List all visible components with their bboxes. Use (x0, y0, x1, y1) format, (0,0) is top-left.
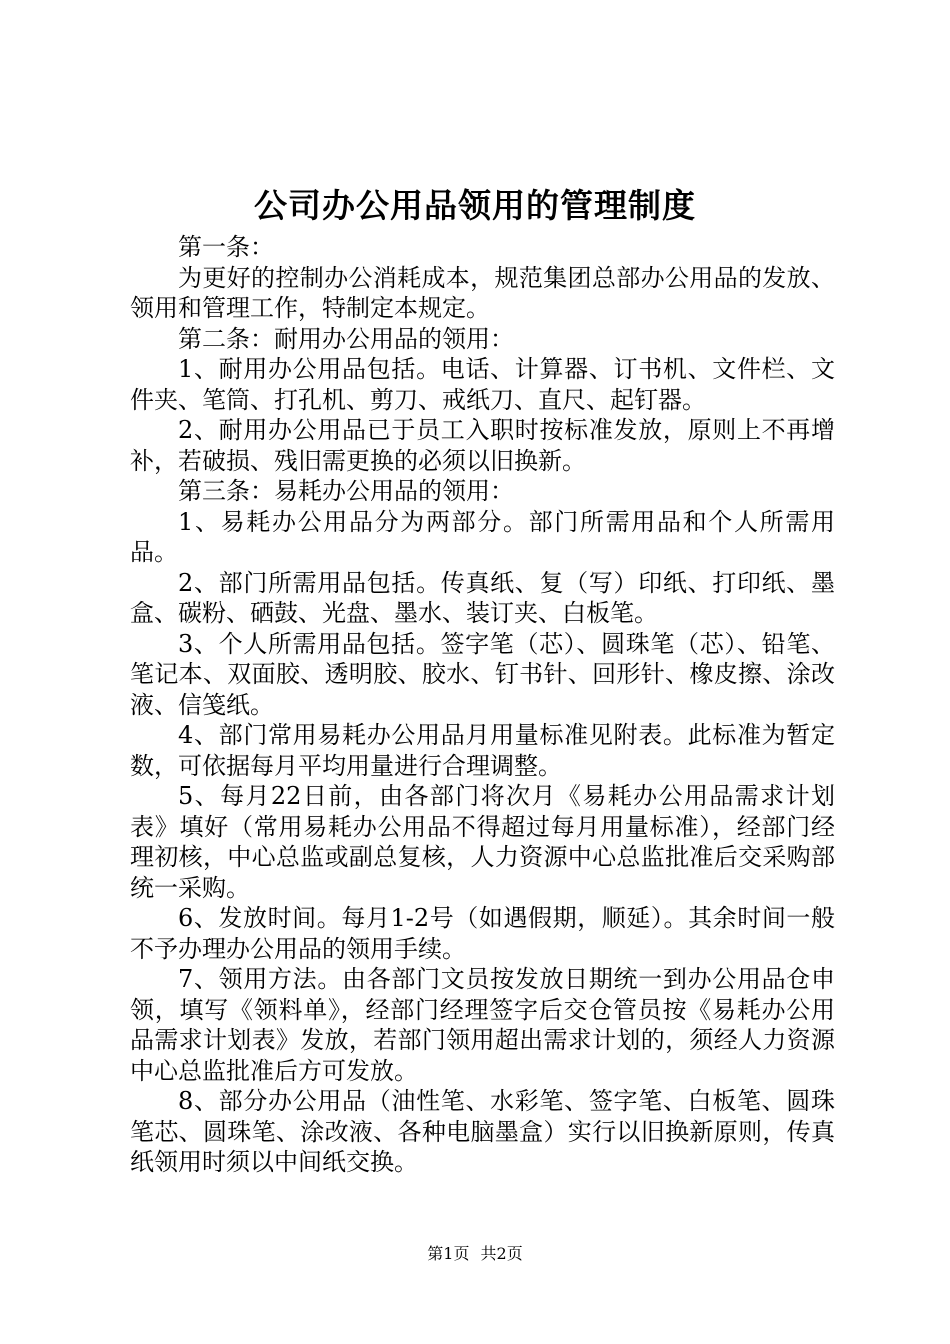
paragraph-consumable-4: 4、部门常用易耗办公用品月用量标准见附表。此标准为暂定数，可依据每月平均用量进行合理调整。 (130, 721, 835, 780)
paragraph-durable-1: 1、耐用办公用品包括。电话、计算器、订书机、文件栏、文件夹、笔筒、打孔机、剪刀、戒纸刀、直尺、起钉器。 (130, 355, 835, 414)
page-number: 第1页 (427, 1244, 470, 1263)
document-body (130, 232, 835, 1178)
paragraph-consumable-1: 1、易耗办公用品分为两部分。部门所需用品和个人所需用品。 (130, 507, 835, 566)
paragraph-article-3: 第三条：易耗办公用品的领用： (178, 477, 514, 505)
paragraph-durable-2: 2、耐用办公用品已于员工入职时按标准发放，原则上不再增补，若破损、残旧需更换的必须以旧换新。 (130, 416, 835, 475)
paragraph-article-1: 第一条： (178, 233, 274, 261)
paragraph-consumable-3: 3、个人所需用品包括。签字笔（芯）、圆珠笔（芯）、铅笔、笔记本、双面胶、透明胶、胶水、钉书针、回形针、橡皮擦、涂改液、信笺纸。 (130, 629, 835, 719)
paragraph-consumable-2: 2、部门所需用品包括。传真纸、复（写）印纸、打印纸、墨盒、碳粉、硒鼓、光盘、墨水、装订夹、白板笔。 (130, 568, 835, 627)
paragraph-consumable-8: 8、部分办公用品（油性笔、水彩笔、签字笔、白板笔、圆珠笔芯、圆珠笔、涂改液、各种电脑墨盒）实行以旧换新原则，传真纸领用时须以中间纸交换。 (130, 1087, 835, 1176)
paragraph-consumable-6: 6、发放时间。每月1-2号（如遇假期，顺延）。其余时间一般不予办理办公用品的领用手续。 (130, 904, 835, 963)
paragraph-consumable-5: 5、每月22日前，由各部门将次月《易耗办公用品需求计划表》填好（常用易耗办公用品不得超过每月用量标准），经部门经理初核，中心总监或副总复核，人力资源中心总监批准后交采购部统一采购。 (130, 782, 835, 902)
paragraph-article-2: 第二条：耐用办公用品的领用： (178, 324, 514, 353)
paragraph-consumable-7: 7、领用方法。由各部门文员按发放日期统一到办公用品仓申领，填写《领料单》，经部门经理签字后交仓管员按《易耗办公用品需求计划表》发放，若部门领用超出需求计划的，须经人力资源中心总监批准后方可发放。 (130, 965, 835, 1085)
paragraph-purpose: 为更好的控制办公消耗成本，规范集团总部办公用品的发放、领用和管理工作，特制定本规定。 (130, 263, 835, 322)
page-footer (0, 1243, 950, 1265)
page-total: 共2页 (480, 1244, 523, 1263)
document-title: 公司办公用品领用的管理制度 (254, 186, 696, 225)
